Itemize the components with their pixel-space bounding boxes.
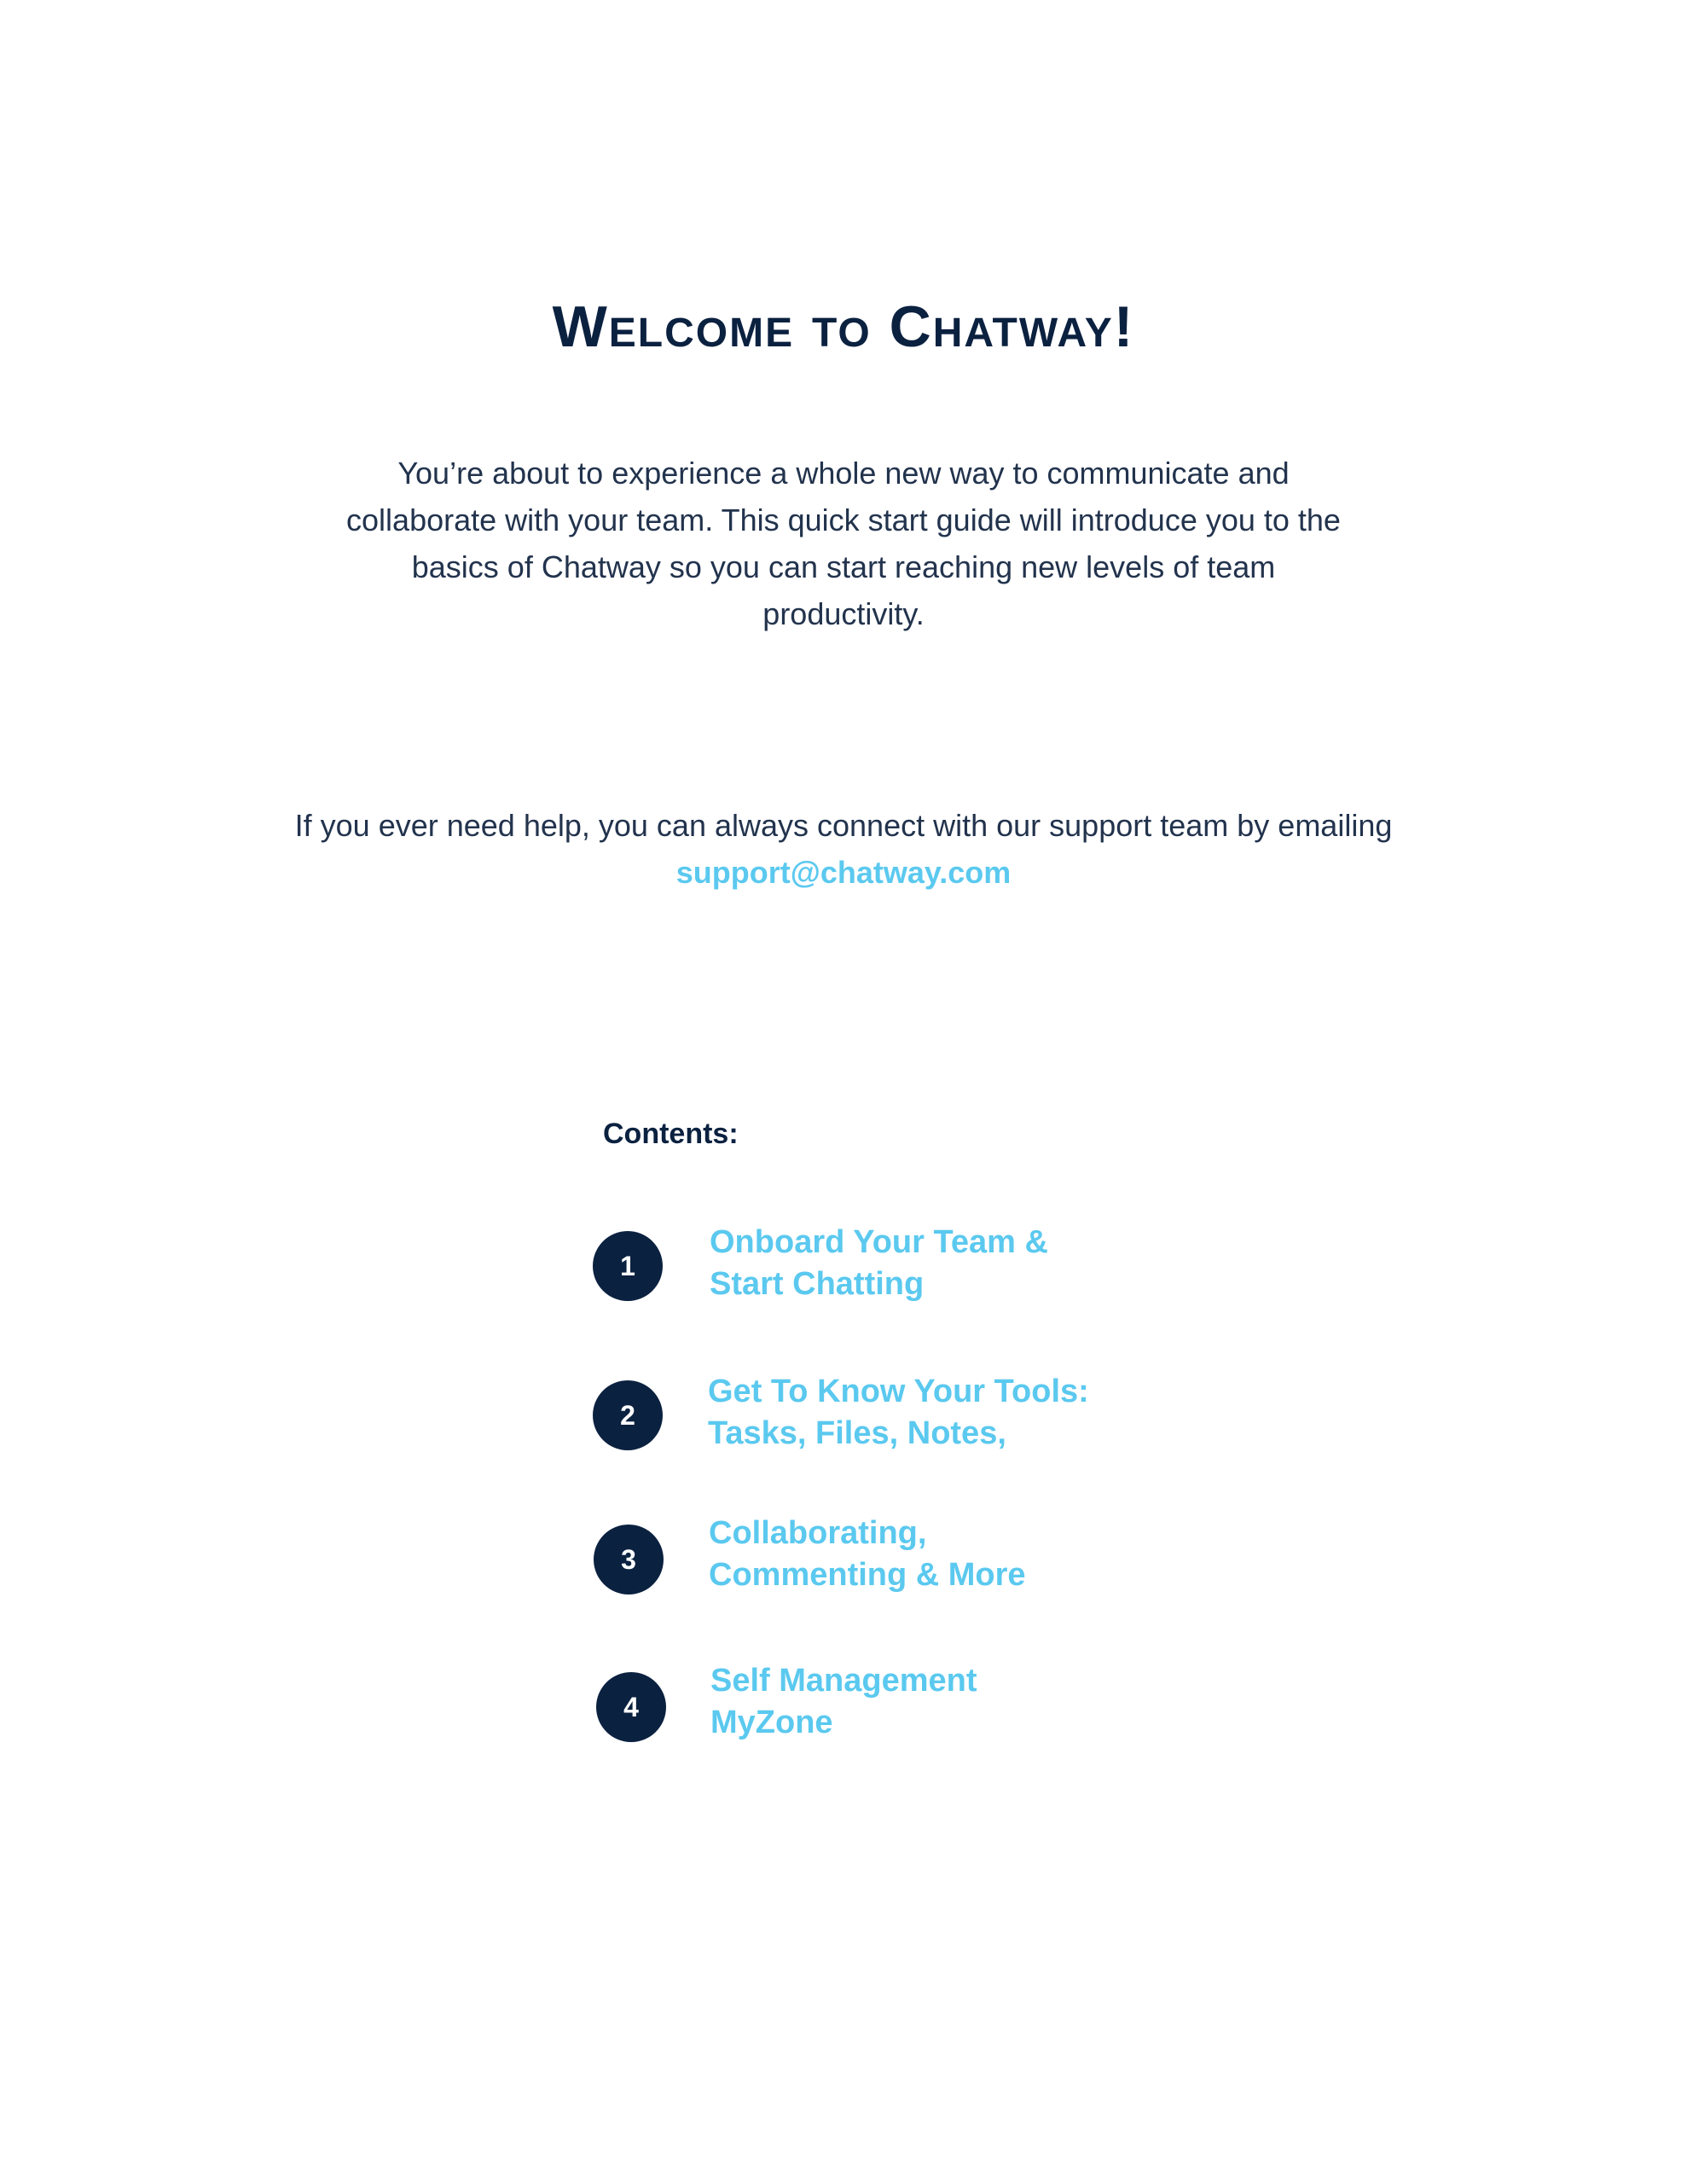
intro-paragraph: You’re about to experience a whole new way to communicate and collaborate with your team. This quick start guide will introduce you to the basics of Chatway so you can start reaching new levels of team productivity. [346,456,1341,631]
toc-item-self-management[interactable] [588,1660,1186,1754]
toc-label-line: Onboard Your Team & [710,1224,1048,1260]
contents-heading: Contents: [603,1118,739,1150]
toc-label-line: Get To Know Your Tools: [708,1374,1089,1409]
toc-item-onboard[interactable] [588,1222,1186,1316]
toc-number-badge: 2 [593,1380,663,1450]
support-text: If you ever need help, you can always connect with our support team by emailing [294,808,1393,843]
page-title: Welcome to Chatway! [552,294,1135,359]
toc-link-collaborating[interactable] [709,1513,1186,1596]
toc-link-tools[interactable] [708,1371,1186,1455]
toc-item-tools[interactable] [588,1371,1186,1465]
toc-label-line: Start Chatting [710,1266,925,1302]
toc-number-badge: 3 [594,1525,664,1594]
toc-link-onboard[interactable] [710,1222,1187,1305]
support-email-link[interactable]: support@chatway.com [675,855,1012,890]
toc-label-line: Tasks, Files, Notes, [708,1415,1006,1451]
toc-label-line: MyZone [710,1705,833,1740]
toc-number-badge: 4 [596,1672,666,1742]
toc-label-line: Commenting & More [709,1557,1026,1593]
toc-link-self-management[interactable] [710,1660,1188,1744]
toc-item-collaborating[interactable] [588,1513,1186,1606]
toc-label-line: Collaborating, [709,1515,927,1551]
toc-number-badge: 1 [593,1231,663,1301]
support-paragraph [246,802,1441,896]
toc-label-line: Self Management [710,1663,977,1699]
